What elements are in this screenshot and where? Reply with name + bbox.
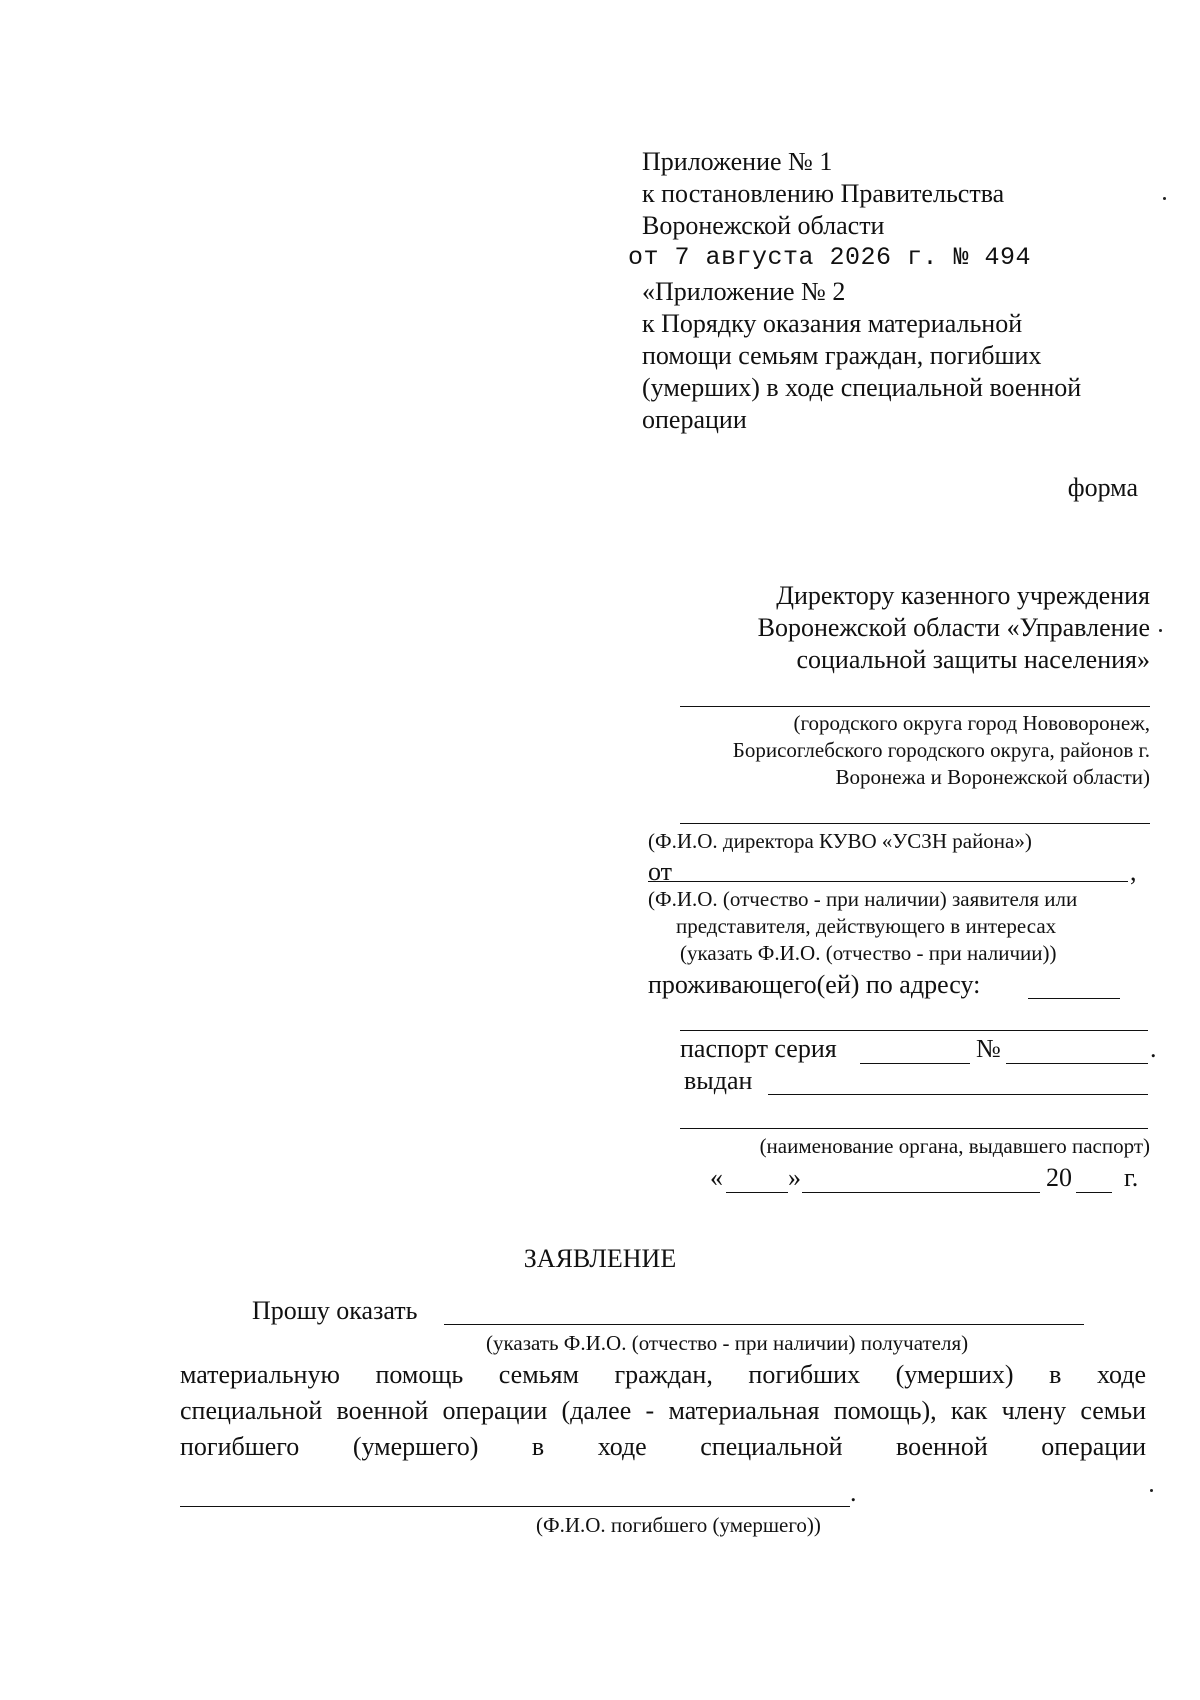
deceased-line-dot: . (850, 1478, 857, 1507)
appendix2-number: «Приложение № 2 (642, 277, 846, 306)
appendix-resolution-ref: к постановлению Правительства (642, 179, 1005, 208)
date-day-field[interactable] (726, 1192, 788, 1193)
from-label-underline (648, 881, 682, 882)
appendix2-line2: помощи семьям граждан, погибших (642, 341, 1042, 370)
director-hint: (Ф.И.О. директора КУВО «УСЗН района») (648, 829, 1032, 853)
issued-label: выдан (684, 1066, 753, 1095)
address-fill-line-2[interactable] (680, 1030, 1148, 1031)
date-year-suffix: г. (1124, 1163, 1139, 1192)
passport-series-label: паспорт серия (680, 1034, 837, 1063)
scan-speck (1159, 629, 1162, 632)
form-label: форма (1067, 473, 1138, 502)
passport-series-field[interactable] (860, 1063, 970, 1064)
date-open-quote: « (710, 1163, 723, 1192)
district-hint-3: Воронежа и Воронежской области) (835, 765, 1150, 789)
paragraph-line-3: погибшего (умершего) в ходе специальной военной операции (180, 1432, 1146, 1461)
passport-number-field[interactable] (1006, 1063, 1148, 1064)
from-comma: , (1130, 857, 1137, 886)
address-fill-line-1[interactable] (1028, 998, 1120, 999)
date-month-field[interactable] (802, 1192, 1040, 1193)
appendix-number: Приложение № 1 (642, 147, 833, 176)
applicant-hint-3: (указать Ф.И.О. (отчество - при наличии)) (680, 941, 1057, 965)
from-label: от (648, 857, 673, 886)
passport-number-label: № (976, 1034, 1001, 1063)
appendix2-line3: (умерших) в ходе специальной военной (642, 373, 1082, 402)
recipient-fill-line[interactable] (444, 1324, 1084, 1325)
applicant-hint-2: представителя, действующего в интересах (676, 914, 1057, 938)
appendix2-line1: к Порядку оказания материальной (642, 309, 1023, 338)
paragraph-line-1: материальную помощь семьям граждан, погибших (умерших) в ходе (180, 1360, 1146, 1389)
addressee-line3: социальной защиты населения» (796, 645, 1150, 674)
statement-title-text: ЗАЯВЛЕНИЕ (523, 1244, 677, 1273)
statement-title (0, 1244, 1200, 1274)
applicant-fill-line[interactable] (682, 881, 1128, 882)
addressee-line1: Директору казенного учреждения (776, 581, 1150, 610)
issuer-hint: (наименование органа, выдавшего паспорт) (759, 1134, 1150, 1158)
address-label: проживающего(ей) по адресу: (648, 970, 981, 999)
deceased-hint: (Ф.И.О. погибшего (умершего)) (536, 1513, 821, 1537)
issuer-fill-line[interactable] (680, 1128, 1148, 1129)
district-hint-1: (городского округа город Нововоронеж, (793, 711, 1150, 735)
director-fill-line[interactable] (680, 823, 1150, 824)
date-year-prefix: 20 (1046, 1163, 1072, 1192)
date-close-quote: » (788, 1163, 801, 1192)
appendix-region: Воронежской области (642, 211, 885, 240)
request-label: Прошу оказать (252, 1296, 418, 1325)
appendix-date-stamp: от 7 августа 2026 г. № 494 (628, 243, 1032, 272)
appendix2-line4: операции (642, 405, 747, 434)
scan-speck (1150, 1489, 1153, 1492)
recipient-hint: (указать Ф.И.О. (отчество - при наличии) получателя) (486, 1331, 969, 1355)
district-fill-line[interactable] (680, 706, 1150, 707)
deceased-fill-line[interactable] (180, 1506, 850, 1507)
date-year-field[interactable] (1076, 1192, 1112, 1193)
passport-dot: . (1150, 1034, 1157, 1063)
addressee-line2: Воронежской области «Управление (757, 613, 1150, 642)
paragraph-line-2: специальной военной операции (далее - материальная помощь), как члену семьи (180, 1396, 1146, 1425)
district-hint-2: Борисоглебского городского округа, районов г. (732, 738, 1150, 762)
issued-field[interactable] (768, 1094, 1148, 1095)
applicant-hint-1: (Ф.И.О. (отчество - при наличии) заявителя или (648, 887, 1078, 911)
scan-speck (1163, 197, 1166, 200)
